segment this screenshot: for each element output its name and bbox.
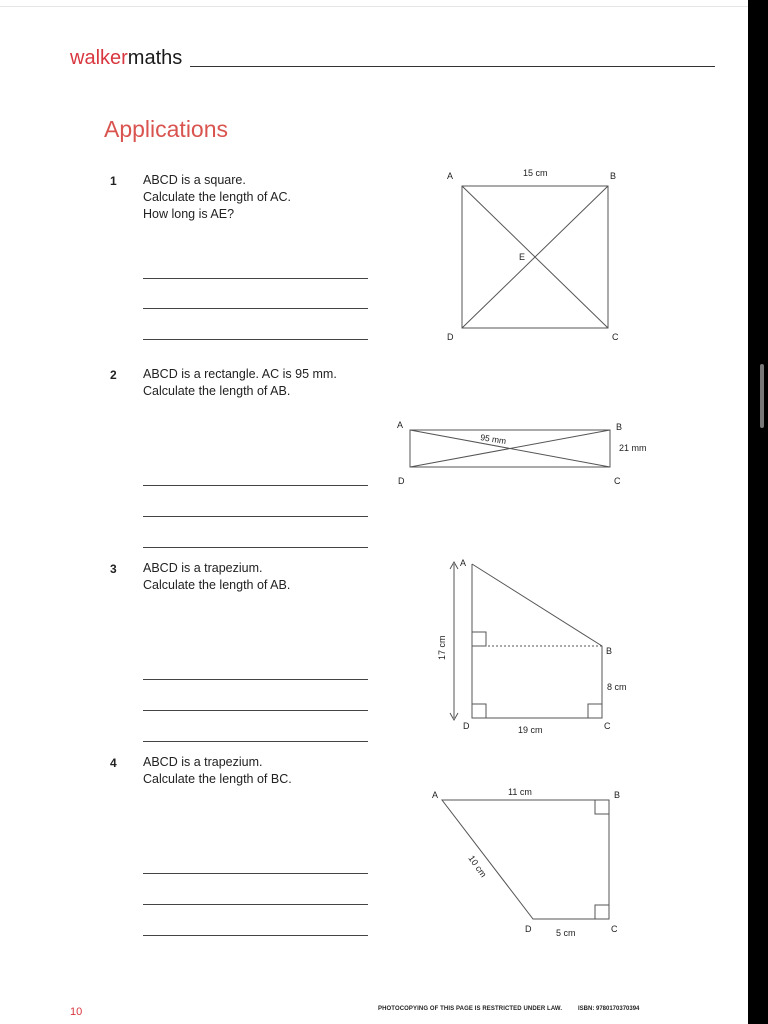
- fig4-label-d: D: [525, 924, 532, 934]
- fig4-top-measure: 11 cm: [508, 787, 532, 797]
- fig3-label-b: B: [606, 646, 613, 656]
- section-title: Applications: [104, 116, 229, 142]
- right-angle-marker: [595, 800, 609, 814]
- question-4-line-2: Calculate the length of BC.: [143, 772, 292, 786]
- fig3-label-c: C: [604, 721, 611, 731]
- fig2-label-b: B: [616, 422, 623, 432]
- question-3-number: 3: [110, 562, 117, 576]
- right-angle-marker: [595, 905, 609, 919]
- fig1-label-e: E: [519, 252, 526, 262]
- question-4-line-1: ABCD is a trapezium.: [143, 755, 263, 769]
- figure-2-rectangle: [410, 430, 610, 467]
- figure-1-square: [462, 186, 608, 328]
- fig1-label-a: A: [447, 171, 454, 181]
- fig3-height-measure: 17 cm: [437, 635, 447, 660]
- question-1-line-2: Calculate the length of AC.: [143, 190, 292, 204]
- fig4-label-b: B: [614, 790, 621, 800]
- question-3-line-2: Calculate the length of AB.: [143, 578, 291, 592]
- fig2-label-a: A: [397, 420, 404, 430]
- question-1-number: 1: [110, 174, 117, 188]
- copyright-notice: PHOTOCOPYING OF THIS PAGE IS RESTRICTED UNDER LAW.: [378, 1006, 563, 1012]
- question-2-line-1: ABCD is a rectangle. AC is 95 mm.: [143, 367, 337, 381]
- fig2-diagonal-measure: 95 mm: [479, 432, 507, 447]
- fig4-slant-measure: 10 cm: [466, 853, 489, 880]
- fig1-label-d: D: [447, 332, 454, 342]
- question-2-line-2: Calculate the length of AB.: [143, 384, 291, 398]
- brand-logo: walkermaths: [70, 47, 183, 69]
- fig4-bottom-measure: 5 cm: [556, 928, 576, 938]
- trapezium-3-outline: [472, 564, 602, 718]
- question-2-number: 2: [110, 368, 117, 382]
- isbn-number: ISBN: 9780170370394: [578, 1006, 640, 1012]
- right-angle-marker: [472, 632, 486, 646]
- fig3-label-d: D: [463, 721, 470, 731]
- right-angle-marker: [588, 704, 602, 718]
- figure-3-trapezium: [450, 562, 602, 720]
- page-number: 10: [70, 1006, 83, 1018]
- question-4-number: 4: [110, 756, 117, 770]
- viewer-scrollbar-thumb[interactable]: [760, 364, 764, 428]
- fig3-label-a: A: [460, 558, 467, 568]
- fig4-label-a: A: [432, 790, 439, 800]
- fig1-label-c: C: [612, 332, 619, 342]
- question-1-line-3: How long is AE?: [143, 207, 235, 221]
- viewer-scroll-track[interactable]: [748, 0, 768, 1024]
- fig2-label-d: D: [398, 476, 405, 486]
- right-angle-marker: [472, 704, 486, 718]
- fig1-label-b: B: [610, 171, 617, 181]
- question-1-line-1: ABCD is a square.: [143, 173, 246, 187]
- fig4-label-c: C: [611, 924, 618, 934]
- question-3-line-1: ABCD is a trapezium.: [143, 561, 263, 575]
- fig1-top-measure: 15 cm: [523, 168, 548, 178]
- fig2-label-c: C: [614, 476, 621, 486]
- fig2-side-measure: 21 mm: [619, 443, 647, 453]
- fig3-bottom-measure: 19 cm: [518, 725, 543, 735]
- fig3-right-measure: 8 cm: [607, 682, 627, 692]
